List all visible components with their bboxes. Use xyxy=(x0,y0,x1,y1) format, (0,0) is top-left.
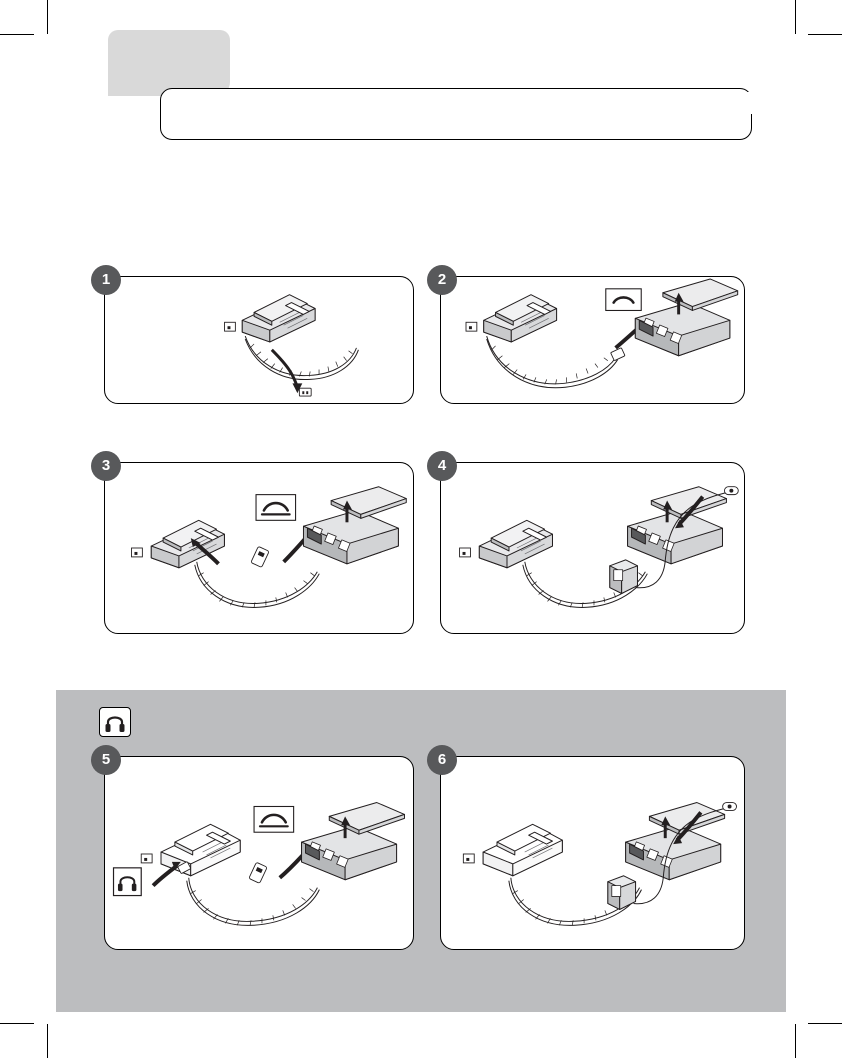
modular-jack-icon xyxy=(225,322,236,331)
step-panel-5 xyxy=(101,751,414,950)
step-3-illustration xyxy=(105,463,413,633)
cord-plug xyxy=(611,348,625,361)
step-5-illustration xyxy=(105,757,413,949)
cord-plug xyxy=(299,388,311,396)
crop-mark-top-right-h xyxy=(808,34,842,35)
step-panel-3 xyxy=(101,457,414,634)
step-number-2: 2 xyxy=(427,265,457,295)
headset-icon xyxy=(100,708,130,736)
step-number-3: 3 xyxy=(91,451,121,481)
header-tab xyxy=(108,30,230,96)
step-number-1: 1 xyxy=(91,265,121,295)
step-number-6: 6 xyxy=(427,745,457,775)
headset-icon-box xyxy=(114,868,142,896)
modular-jack-icon xyxy=(466,322,477,331)
step-6-illustration xyxy=(441,757,744,949)
headset-section-badge xyxy=(99,707,131,737)
step-4-illustration xyxy=(441,463,744,633)
crop-mark-bottom-right-v xyxy=(795,1024,796,1058)
crop-mark-top-right-v xyxy=(795,0,796,34)
modular-jack-icon xyxy=(463,854,474,863)
modular-jack-icon xyxy=(132,548,143,557)
crop-mark-top-left-h xyxy=(0,34,34,35)
step-panel-1 xyxy=(101,271,414,404)
modular-jack-icon xyxy=(460,548,471,557)
step-number-5: 5 xyxy=(91,745,121,775)
crop-mark-bottom-left-h xyxy=(0,1023,34,1024)
step-1-illustration xyxy=(105,277,413,403)
power-adapter-icon xyxy=(610,560,638,594)
power-connector xyxy=(724,487,738,495)
step-panel-2 xyxy=(437,271,745,404)
handset-icon-box xyxy=(606,289,641,311)
crop-mark-bottom-right-h xyxy=(808,1023,842,1024)
cord-plug xyxy=(251,546,269,567)
step-panel-4 xyxy=(437,457,745,634)
step-2-illustration xyxy=(441,277,744,403)
crop-mark-top-left-v xyxy=(47,0,48,34)
step-panel-6 xyxy=(437,751,745,950)
modular-jack-icon xyxy=(141,854,152,863)
desk-phone-icon-box xyxy=(256,495,296,521)
desk-phone-icon-box xyxy=(254,806,294,832)
cord-plug xyxy=(249,862,267,883)
header-bar-mask xyxy=(230,92,754,114)
step-number-4: 4 xyxy=(427,451,457,481)
crop-mark-bottom-left-v xyxy=(47,1024,48,1058)
power-connector xyxy=(723,803,737,811)
power-adapter-icon xyxy=(608,876,636,910)
